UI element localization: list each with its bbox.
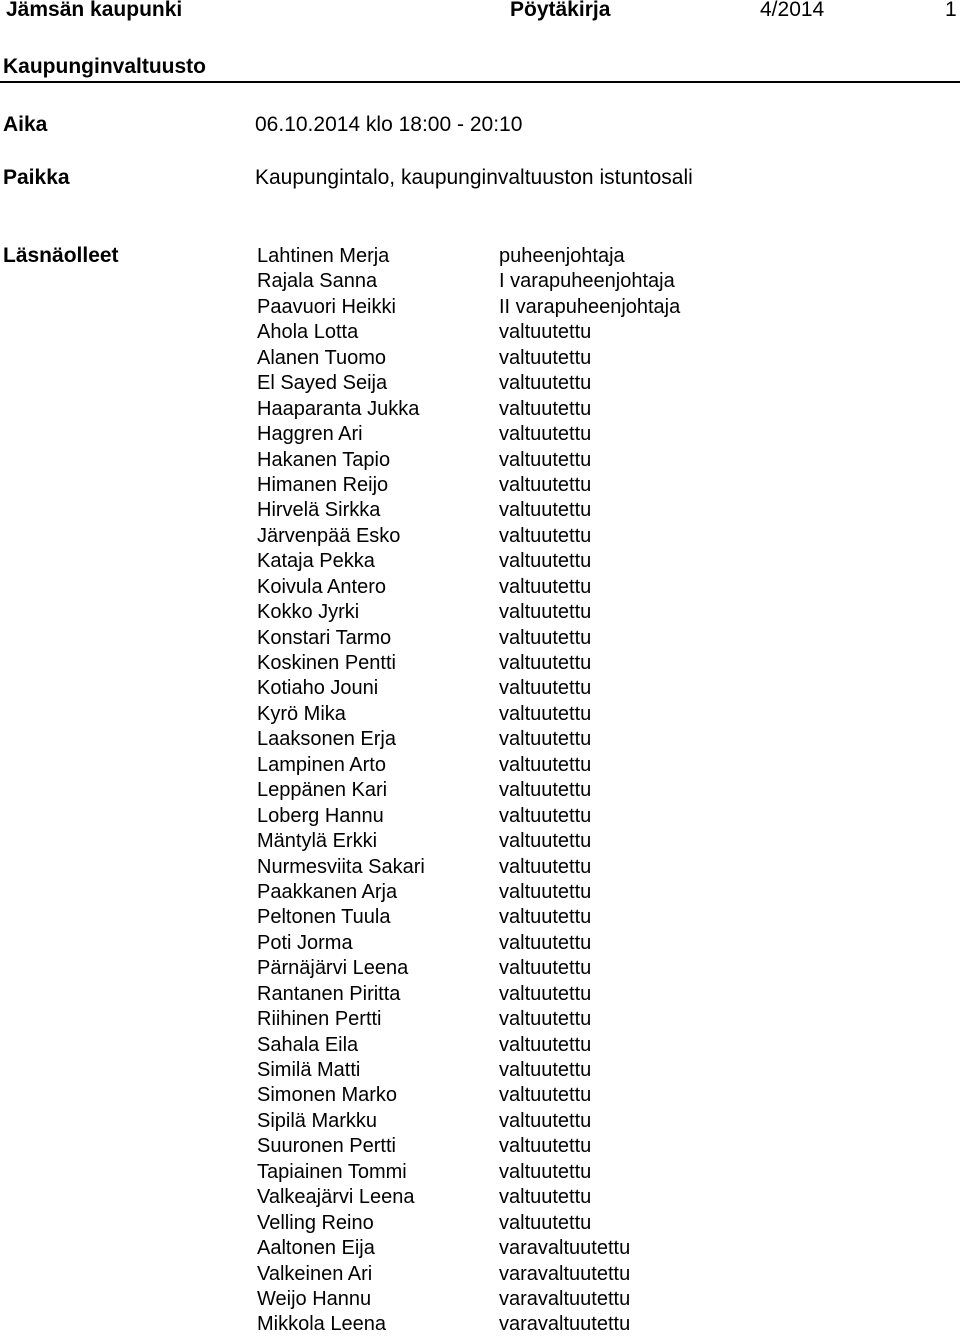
attendee-name: Valkeajärvi Leena <box>257 1186 415 1209</box>
attendee-list <box>257 244 957 1338</box>
attendee-role: valtuutettu <box>499 830 592 853</box>
page-number: 1 <box>945 0 957 21</box>
attendee-name: El Sayed Seija <box>257 372 388 395</box>
attendee-row <box>257 931 957 956</box>
attendee-row <box>257 1033 957 1058</box>
attendee-role: valtuutettu <box>499 982 592 1005</box>
attendee-row <box>257 498 957 523</box>
organization-name: Jämsän kaupunki <box>6 0 183 21</box>
document-number: 4/2014 <box>760 0 825 21</box>
attendee-row <box>257 804 957 829</box>
attendee-name: Kyrö Mika <box>257 702 346 725</box>
attendee-role: valtuutettu <box>499 931 592 954</box>
attendee-role: valtuutettu <box>499 397 592 420</box>
attendee-role: valtuutettu <box>499 626 592 649</box>
time-label: Aika <box>3 113 48 136</box>
attendee-name: Suuronen Pertti <box>257 1135 396 1158</box>
attendee-row <box>257 473 957 498</box>
attendee-name: Poti Jorma <box>257 931 353 954</box>
attendee-role: valtuutettu <box>499 1084 592 1107</box>
attendee-name: Kokko Jyrki <box>257 601 360 624</box>
attendee-row <box>257 829 957 854</box>
attendee-name: Sahala Eila <box>257 1033 359 1056</box>
attendee-name: Aaltonen Eija <box>257 1237 375 1260</box>
attendee-name: Kataja Pekka <box>257 550 375 573</box>
attendee-role: valtuutettu <box>499 601 592 624</box>
attendee-name: Koskinen Pentti <box>257 652 396 674</box>
attendee-row <box>257 1007 957 1032</box>
attendee-row <box>257 346 957 371</box>
attendee-row <box>257 524 957 549</box>
attendee-row <box>257 1134 957 1159</box>
attendee-role: valtuutettu <box>499 855 592 878</box>
attendee-role: varavaltuutettu <box>499 1237 631 1260</box>
attendee-name: Rajala Sanna <box>257 270 378 293</box>
attendee-role: valtuutettu <box>499 728 592 751</box>
attendee-name: Konstari Tarmo <box>257 626 392 649</box>
attendee-name: Koivula Antero <box>257 575 386 598</box>
attendee-row <box>257 1287 957 1312</box>
attendee-name: Laaksonen Erja <box>257 728 396 751</box>
attendee-role: valtuutettu <box>499 702 592 725</box>
attendee-row <box>257 575 957 600</box>
attendee-row <box>257 982 957 1007</box>
attendee-row <box>257 676 957 701</box>
attendee-row <box>257 320 957 345</box>
attendee-row <box>257 397 957 422</box>
attendee-name: Sipilä Markku <box>257 1109 378 1132</box>
attendee-name: Haggren Ari <box>257 423 363 446</box>
attendee-role: valtuutettu <box>499 677 592 700</box>
attendee-name: Loberg Hannu <box>257 804 384 827</box>
attendee-role: valtuutettu <box>499 524 592 547</box>
attendee-row <box>257 855 957 880</box>
attendee-row <box>257 600 957 625</box>
header-divider <box>0 81 960 83</box>
attendee-row <box>257 295 957 320</box>
attendee-name: Lampinen Arto <box>257 753 386 776</box>
attendee-role: valtuutettu <box>499 1186 592 1209</box>
attendee-name: Simonen Marko <box>257 1084 398 1107</box>
attendee-role: valtuutettu <box>499 906 592 929</box>
attendee-row <box>257 1058 957 1083</box>
attendee-row <box>257 1262 957 1287</box>
attendee-role: varavaltuutettu <box>499 1313 631 1336</box>
attendee-name: Paavuori Heikki <box>257 295 396 318</box>
attendee-name: Peltonen Tuula <box>257 906 391 929</box>
attendee-name: Hakanen Tapio <box>257 448 391 471</box>
attendee-row <box>257 778 957 803</box>
time-value: 06.10.2014 klo 18:00 - 20:10 <box>255 113 523 136</box>
attendee-role: valtuutettu <box>499 957 592 980</box>
attendee-role: valtuutettu <box>499 499 592 522</box>
attendee-name: Mäntylä Erkki <box>257 830 378 853</box>
attendee-name: Nurmesviita Sakari <box>257 855 425 878</box>
attendee-row <box>257 549 957 574</box>
attendee-role: I varapuheenjohtaja <box>499 270 675 293</box>
attendee-role: valtuutettu <box>499 1160 592 1183</box>
attendee-row <box>257 1211 957 1236</box>
attendee-role: valtuutettu <box>499 804 592 827</box>
attendee-name: Ahola Lotta <box>257 321 359 344</box>
document-type: Pöytäkirja <box>510 0 611 21</box>
attendance-label: Läsnäolleet <box>3 244 119 267</box>
attendee-role: valtuutettu <box>499 1211 592 1234</box>
attendee-row <box>257 269 957 294</box>
attendee-role: valtuutettu <box>499 779 592 802</box>
attendee-row <box>257 244 957 269</box>
attendee-row <box>257 1160 957 1185</box>
attendee-row <box>257 1236 957 1261</box>
attendee-row <box>257 753 957 778</box>
attendee-row <box>257 880 957 905</box>
attendee-row <box>257 422 957 447</box>
attendee-row <box>257 1185 957 1210</box>
attendee-name: Alanen Tuomo <box>257 346 386 369</box>
attendee-role: valtuutettu <box>499 372 592 395</box>
attendee-row <box>257 727 957 752</box>
attendee-role: valtuutettu <box>499 1008 592 1031</box>
attendee-name: Hirvelä Sirkka <box>257 499 381 522</box>
attendee-role: valtuutettu <box>499 753 592 776</box>
attendee-role: valtuutettu <box>499 321 592 344</box>
attendee-role: valtuutettu <box>499 346 592 369</box>
attendee-name: Järvenpää Esko <box>257 524 401 547</box>
attendee-name: Haaparanta Jukka <box>257 397 420 420</box>
attendee-row <box>257 651 957 676</box>
attendee-name: Similä Matti <box>257 1059 361 1081</box>
attendee-row <box>257 1109 957 1134</box>
attendee-name: Tapiainen Tommi <box>257 1160 407 1183</box>
attendee-row <box>257 702 957 727</box>
attendee-name: Himanen Reijo <box>257 473 389 496</box>
attendee-name: Pärnäjärvi Leena <box>257 957 409 980</box>
attendee-role: valtuutettu <box>499 1059 592 1081</box>
attendee-row <box>257 448 957 473</box>
governing-body-name: Kaupunginvaltuusto <box>3 55 206 78</box>
attendee-role: valtuutettu <box>499 550 592 573</box>
attendee-role: valtuutettu <box>499 880 592 903</box>
attendee-name: Rantanen Piritta <box>257 982 401 1005</box>
place-label: Paikka <box>3 166 70 189</box>
attendee-role: puheenjohtaja <box>499 245 625 267</box>
attendee-role: valtuutettu <box>499 1033 592 1056</box>
attendee-name: Lahtinen Merja <box>257 245 390 267</box>
attendee-row <box>257 626 957 651</box>
attendee-name: Velling Reino <box>257 1211 374 1234</box>
attendee-row <box>257 956 957 981</box>
attendee-role: valtuutettu <box>499 1109 592 1132</box>
attendee-role: valtuutettu <box>499 575 592 598</box>
attendee-name: Riihinen Pertti <box>257 1008 382 1031</box>
attendee-role: valtuutettu <box>499 448 592 471</box>
attendee-row <box>257 371 957 396</box>
attendee-name: Leppänen Kari <box>257 779 388 802</box>
attendee-role: II varapuheenjohtaja <box>499 295 681 318</box>
attendee-name: Weijo Hannu <box>257 1287 372 1310</box>
attendee-name: Paakkanen Arja <box>257 880 398 903</box>
attendee-role: valtuutettu <box>499 423 592 446</box>
attendee-row <box>257 905 957 930</box>
attendee-role: valtuutettu <box>499 652 592 674</box>
place-value: Kaupungintalo, kaupunginvaltuuston istuntosali <box>255 166 693 189</box>
attendee-name: Kotiaho Jouni <box>257 677 379 700</box>
document-header <box>0 0 960 24</box>
attendee-role: valtuutettu <box>499 1135 592 1158</box>
attendee-row <box>257 1083 957 1108</box>
attendee-name: Valkeinen Ari <box>257 1262 373 1285</box>
attendee-role: varavaltuutettu <box>499 1262 631 1285</box>
attendee-role: valtuutettu <box>499 473 592 496</box>
attendee-name: Mikkola Leena <box>257 1313 386 1336</box>
attendee-role: varavaltuutettu <box>499 1287 631 1310</box>
